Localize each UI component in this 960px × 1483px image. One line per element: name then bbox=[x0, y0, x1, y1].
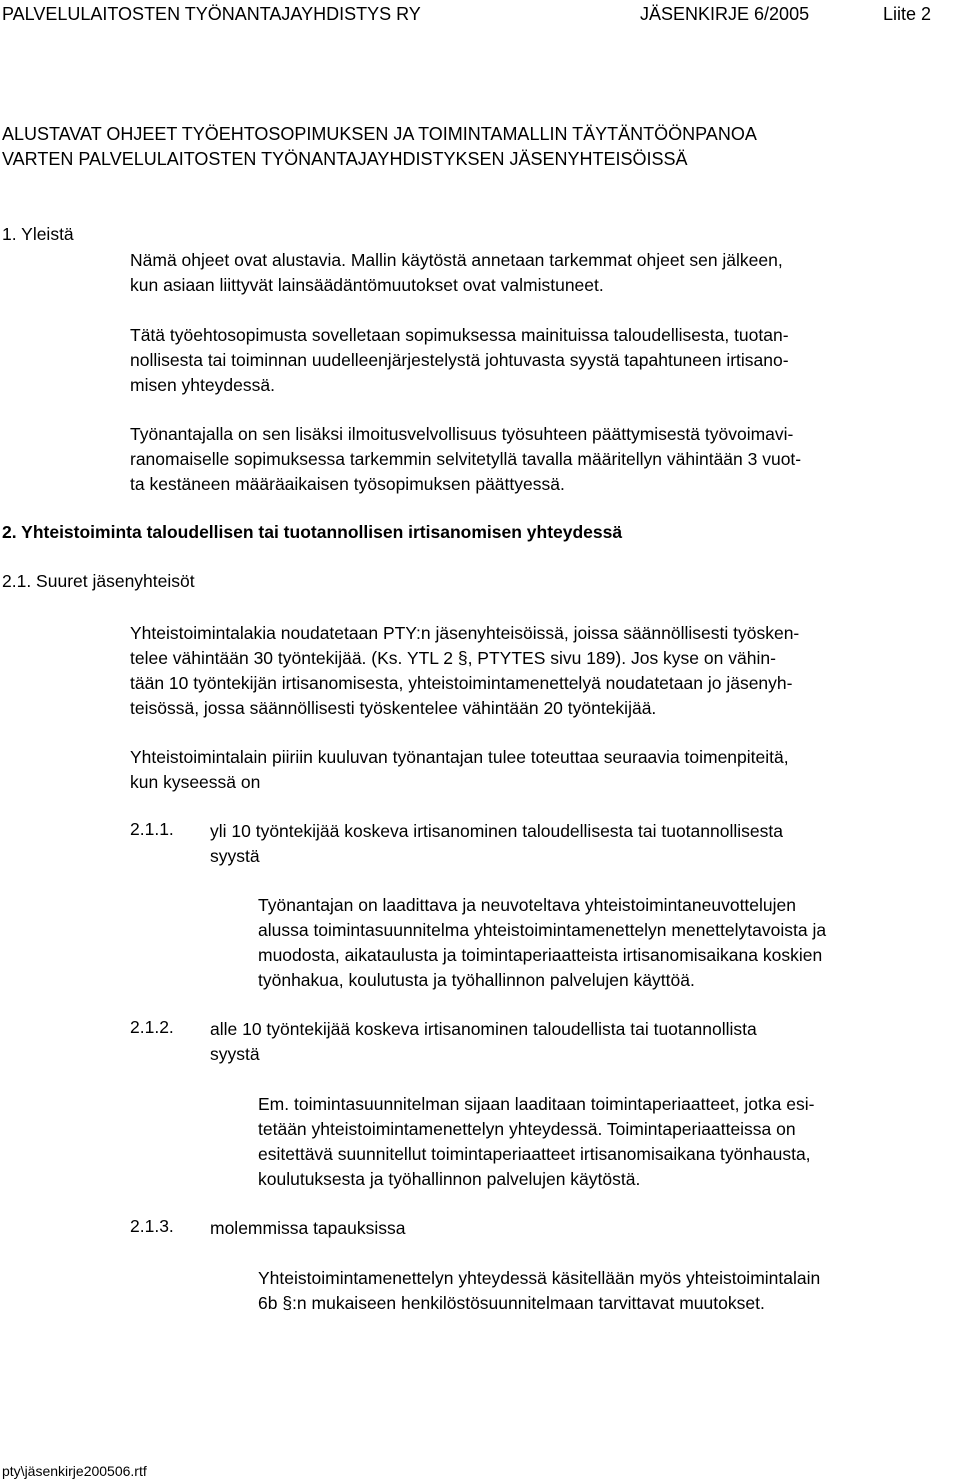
text-line: misen yhteydessä. bbox=[130, 375, 275, 395]
item-2-1-1-body bbox=[258, 893, 955, 993]
text-line: Tätä työehtosopimusta sovelletaan sopimuksessa mainituissa taloudellisesta, tuotan- bbox=[130, 325, 789, 345]
header-appendix: Liite 2 bbox=[883, 4, 932, 24]
text-line: Työnantajan on laadittava ja neuvoteltava yhteistoimintaneuvottelujen bbox=[258, 895, 797, 915]
text-line: teisössä, jossa säännöllisesti työskentelee vähintään 20 työntekijää. bbox=[130, 698, 657, 718]
text-line: nollisesta tai toiminnan uudelleenjärjestelystä johtuvasta syystä tapahtuneen irtisano- bbox=[130, 350, 789, 370]
text-line: alle 10 työntekijää koskeva irtisanominen taloudellista tai tuotannollista bbox=[210, 1019, 757, 1039]
item-2-1-1-title bbox=[210, 819, 955, 869]
section-2-1-paragraph-2 bbox=[130, 745, 955, 795]
text-line: molemmissa tapauksissa bbox=[210, 1218, 406, 1238]
text-line: muodosta, aikataulusta ja toimintaperiaatteista irtisanomisaikana koskien bbox=[258, 945, 823, 965]
text-line: Työnantajalla on sen lisäksi ilmoitusvelvollisuus työsuhteen päättymisestä työvoimavi- bbox=[130, 424, 794, 444]
item-2-1-2-number: 2.1.2. bbox=[130, 1017, 174, 1037]
section-1-paragraph-1 bbox=[130, 248, 955, 298]
text-line: ranomaiselle sopimuksessa tarkemmin selvitetyllä tavalla määritellyn vähintään 3 vuot- bbox=[130, 449, 802, 469]
text-line: esitettävä suunnitellut toimintaperiaatteet irtisanomisaikana työnhausta, bbox=[258, 1144, 811, 1164]
text-line: ta kestäneen määräaikaisen työsopimuksen päättyessä. bbox=[130, 474, 565, 494]
section-2-1-paragraph-1 bbox=[130, 621, 955, 721]
item-2-1-3-title bbox=[210, 1216, 955, 1241]
text-line: alussa toimintasuunnitelma yhteistoimintamenettelyn menettelytavoista ja bbox=[258, 920, 827, 940]
section-1-heading: 1. Yleistä bbox=[2, 224, 74, 244]
text-line: Em. toimintasuunnitelman sijaan laaditaan toimintaperiaatteet, jotka esi- bbox=[258, 1094, 815, 1114]
item-2-1-3-number: 2.1.3. bbox=[130, 1216, 174, 1236]
text-line: 6b §:n mukaiseen henkilöstösuunnitelmaan tarvittavat muutokset. bbox=[258, 1293, 765, 1313]
text-line: yli 10 työntekijää koskeva irtisanominen taloudellisesta tai tuotannollisesta bbox=[210, 821, 783, 841]
text-line: työnhakua, koulutusta ja työhallinnon palvelujen käyttöä. bbox=[258, 970, 695, 990]
footer-file-path: pty\jäsenkirje200506.rtf bbox=[2, 1463, 147, 1479]
section-2-heading: 2. Yhteistoiminta taloudellisen tai tuotannollisen irtisanomisen yhteydessä bbox=[2, 522, 623, 542]
text-line: tetään yhteistoimintamenettelyn yhteydessä. Toimintaperiaatteissa on bbox=[258, 1119, 796, 1139]
item-2-1-1-number: 2.1.1. bbox=[130, 819, 174, 839]
text-line: telee vähintään 30 työntekijää. (Ks. YTL 2 §, PTYTES sivu 189). Jos kyse on vähin- bbox=[130, 648, 776, 668]
section-1-paragraph-3 bbox=[130, 422, 955, 497]
text-line: Yhteistoimintalakia noudatetaan PTY:n jäsenyhteisöissä, joissa säännöllisesti työsken- bbox=[130, 623, 800, 643]
text-line: tään 10 työntekijän irtisanomisesta, yhteistoimintamenettelyä noudatetaan jo jäsenyh- bbox=[130, 673, 793, 693]
text-line: kun asiaan liittyvät lainsäädäntömuutokset ovat valmistuneet. bbox=[130, 275, 604, 295]
section-1-paragraph-2 bbox=[130, 323, 955, 398]
text-line: koulutuksesta ja työhallinnon palvelujen käytöstä. bbox=[258, 1169, 641, 1189]
text-line: syystä bbox=[210, 1044, 260, 1064]
header-organization: PALVELULAITOSTEN TYÖNANTAJAYHDISTYS RY bbox=[2, 4, 421, 24]
section-2-1-heading: 2.1. Suuret jäsenyhteisöt bbox=[2, 571, 195, 591]
text-line: Nämä ohjeet ovat alustavia. Mallin käytöstä annetaan tarkemmat ohjeet sen jälkeen, bbox=[130, 250, 783, 270]
header-document-number: JÄSENKIRJE 6/2005 bbox=[640, 4, 810, 24]
text-line: syystä bbox=[210, 846, 260, 866]
item-2-1-3-body bbox=[258, 1266, 955, 1316]
item-2-1-2-title bbox=[210, 1017, 955, 1067]
text-line: kun kyseessä on bbox=[130, 772, 261, 792]
document-title-line-2: VARTEN PALVELULAITOSTEN TYÖNANTAJAYHDISTYKSEN JÄSENYHTEISÖISSÄ bbox=[2, 149, 688, 169]
item-2-1-2-body bbox=[258, 1092, 955, 1192]
text-line: Yhteistoimintamenettelyn yhteydessä käsitellään myös yhteistoimintalain bbox=[258, 1268, 821, 1288]
text-line: Yhteistoimintalain piiriin kuuluvan työnantajan tulee toteuttaa seuraavia toimenpiteitä, bbox=[130, 747, 789, 767]
document-title-line-1: ALUSTAVAT OHJEET TYÖEHTOSOPIMUKSEN JA TOIMINTAMALLIN TÄYTÄNTÖÖNPANOA bbox=[2, 124, 757, 144]
